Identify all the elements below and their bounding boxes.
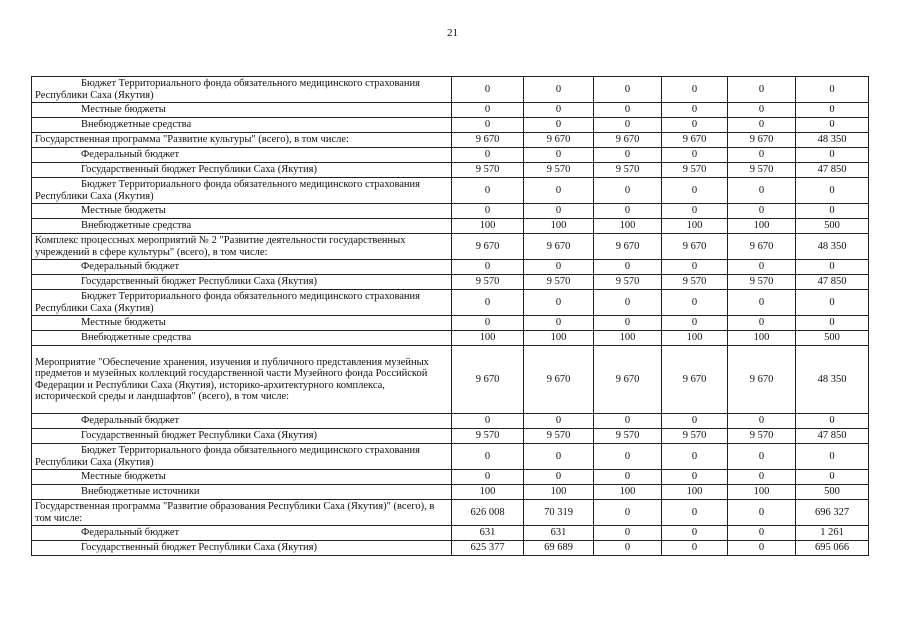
row-label: Местные бюджеты [32, 316, 452, 331]
row-value-cell: 9 670 [524, 234, 594, 260]
row-total-cell: 0 [796, 204, 869, 219]
row-value-cell: 0 [452, 118, 524, 133]
row-value-cell: 70 319 [524, 500, 594, 526]
row-value-cell: 0 [728, 470, 796, 485]
row-value-cell: 0 [662, 178, 728, 204]
table-row [32, 204, 869, 219]
row-value-cell: 100 [594, 485, 662, 500]
row-value-cell: 9 670 [594, 346, 662, 414]
row-value-cell: 0 [452, 103, 524, 118]
row-label: Бюджет Территориального фонда обязательного медицинского страхования Республики Саха (Якутия) [32, 290, 452, 316]
row-total-cell: 696 327 [796, 500, 869, 526]
row-value-cell: 9 670 [524, 133, 594, 148]
row-value-cell: 0 [662, 470, 728, 485]
row-value-cell: 9 670 [728, 346, 796, 414]
table-row [32, 316, 869, 331]
table-row [32, 470, 869, 485]
row-value-cell: 0 [728, 541, 796, 556]
row-value-cell: 9 570 [662, 275, 728, 290]
table-row [32, 331, 869, 346]
row-value-cell: 0 [452, 148, 524, 163]
row-total-cell: 48 350 [796, 234, 869, 260]
row-value-cell: 9 670 [662, 234, 728, 260]
row-value-cell: 9 570 [524, 275, 594, 290]
row-total-cell: 0 [796, 103, 869, 118]
row-value-cell: 0 [728, 118, 796, 133]
row-label: Бюджет Территориального фонда обязательного медицинского страхования Республики Саха (Якутия) [32, 77, 452, 103]
table-row [32, 219, 869, 234]
row-label: Государственный бюджет Республики Саха (Якутия) [32, 275, 452, 290]
row-value-cell: 0 [662, 118, 728, 133]
row-value-cell: 0 [662, 103, 728, 118]
row-value-cell: 100 [662, 331, 728, 346]
row-value-cell: 0 [452, 178, 524, 204]
row-value-cell: 0 [594, 414, 662, 429]
row-value-cell: 0 [594, 178, 662, 204]
row-total-cell: 500 [796, 485, 869, 500]
row-value-cell: 0 [452, 414, 524, 429]
row-value-cell: 0 [452, 444, 524, 470]
row-total-cell: 0 [796, 260, 869, 275]
table-row [32, 541, 869, 556]
row-value-cell: 100 [452, 219, 524, 234]
row-total-cell: 500 [796, 219, 869, 234]
row-value-cell: 100 [524, 219, 594, 234]
row-value-cell: 0 [662, 526, 728, 541]
row-value-cell: 9 670 [662, 346, 728, 414]
row-total-cell: 47 850 [796, 163, 869, 178]
row-label: Федеральный бюджет [32, 148, 452, 163]
row-total-cell: 695 066 [796, 541, 869, 556]
table-row [32, 429, 869, 444]
row-value-cell: 100 [728, 219, 796, 234]
row-value-cell: 0 [594, 316, 662, 331]
row-value-cell: 0 [594, 77, 662, 103]
row-value-cell: 631 [452, 526, 524, 541]
row-value-cell: 0 [728, 260, 796, 275]
row-value-cell: 9 570 [594, 429, 662, 444]
row-value-cell: 0 [594, 204, 662, 219]
row-value-cell: 0 [594, 148, 662, 163]
row-value-cell: 9 570 [728, 429, 796, 444]
row-label: Федеральный бюджет [32, 526, 452, 541]
row-value-cell: 0 [452, 77, 524, 103]
row-total-cell: 0 [796, 444, 869, 470]
row-value-cell: 0 [452, 260, 524, 275]
row-value-cell: 0 [662, 541, 728, 556]
row-value-cell: 0 [662, 260, 728, 275]
row-label: Государственная программа "Развитие образования Республики Саха (Якутия)" (всего), в том числе: [32, 500, 452, 526]
table-row [32, 526, 869, 541]
row-value-cell: 0 [524, 290, 594, 316]
row-value-cell: 100 [728, 331, 796, 346]
table-row [32, 346, 869, 414]
row-value-cell: 0 [662, 500, 728, 526]
row-value-cell: 0 [524, 414, 594, 429]
page-number: 21 [447, 27, 458, 39]
row-value-cell: 0 [452, 290, 524, 316]
row-value-cell: 0 [594, 541, 662, 556]
row-value-cell: 0 [662, 77, 728, 103]
row-value-cell: 0 [524, 148, 594, 163]
row-value-cell: 0 [728, 500, 796, 526]
row-label: Внебюджетные средства [32, 219, 452, 234]
row-total-cell: 500 [796, 331, 869, 346]
row-value-cell: 9 670 [594, 133, 662, 148]
row-value-cell: 9 670 [728, 234, 796, 260]
row-total-cell: 0 [796, 414, 869, 429]
row-value-cell: 100 [524, 485, 594, 500]
table-row [32, 444, 869, 470]
row-value-cell: 0 [452, 316, 524, 331]
row-value-cell: 69 689 [524, 541, 594, 556]
row-value-cell: 0 [728, 444, 796, 470]
row-value-cell: 100 [594, 331, 662, 346]
row-value-cell: 9 570 [662, 163, 728, 178]
row-value-cell: 9 670 [452, 133, 524, 148]
table-row [32, 290, 869, 316]
row-label: Внебюджетные источники [32, 485, 452, 500]
row-label: Бюджет Территориального фонда обязательного медицинского страхования Республики Саха (Якутия) [32, 444, 452, 470]
row-label: Бюджет Территориального фонда обязательного медицинского страхования Республики Саха (Якутия) [32, 178, 452, 204]
table-row [32, 414, 869, 429]
row-value-cell: 0 [662, 204, 728, 219]
row-total-cell: 1 261 [796, 526, 869, 541]
row-value-cell: 0 [524, 204, 594, 219]
row-value-cell: 0 [524, 178, 594, 204]
row-value-cell: 100 [524, 331, 594, 346]
row-value-cell: 9 570 [662, 429, 728, 444]
row-label: Внебюджетные средства [32, 118, 452, 133]
row-value-cell: 9 570 [594, 275, 662, 290]
table-row [32, 178, 869, 204]
row-label: Государственный бюджет Республики Саха (Якутия) [32, 429, 452, 444]
row-value-cell: 9 670 [524, 346, 594, 414]
row-label: Федеральный бюджет [32, 260, 452, 275]
row-value-cell: 0 [524, 260, 594, 275]
row-value-cell: 9 670 [594, 234, 662, 260]
table-row [32, 275, 869, 290]
row-value-cell: 100 [728, 485, 796, 500]
row-value-cell: 0 [728, 204, 796, 219]
row-label: Мероприятие "Обеспечение хранения, изучения и публичного представления музейных предметов и музейных коллекций государственной части Музейного фонда Российской Федерации и Республики Саха (Якутия), историко-архитектурного комплекса, исторической среды и ландшафтов" (всего), в том числе: [32, 346, 452, 414]
row-value-cell: 9 670 [452, 346, 524, 414]
row-total-cell: 47 850 [796, 429, 869, 444]
row-label: Внебюджетные средства [32, 331, 452, 346]
row-value-cell: 0 [594, 290, 662, 316]
row-value-cell: 0 [524, 103, 594, 118]
row-value-cell: 0 [728, 77, 796, 103]
table-row [32, 77, 869, 103]
row-value-cell: 9 570 [524, 429, 594, 444]
row-value-cell: 0 [594, 470, 662, 485]
row-value-cell: 0 [662, 316, 728, 331]
row-total-cell: 0 [796, 118, 869, 133]
row-label: Государственная программа "Развитие культуры" (всего), в том числе: [32, 133, 452, 148]
row-label: Местные бюджеты [32, 470, 452, 485]
row-total-cell: 47 850 [796, 275, 869, 290]
row-value-cell: 9 570 [452, 163, 524, 178]
row-value-cell: 0 [728, 414, 796, 429]
row-label: Местные бюджеты [32, 204, 452, 219]
row-value-cell: 0 [452, 470, 524, 485]
row-value-cell: 0 [594, 118, 662, 133]
row-value-cell: 9 570 [452, 429, 524, 444]
row-value-cell: 0 [452, 204, 524, 219]
row-value-cell: 0 [524, 470, 594, 485]
row-value-cell: 9 570 [728, 163, 796, 178]
row-value-cell: 626 008 [452, 500, 524, 526]
row-value-cell: 9 570 [594, 163, 662, 178]
row-value-cell: 9 570 [524, 163, 594, 178]
table-row [32, 118, 869, 133]
row-label: Федеральный бюджет [32, 414, 452, 429]
row-value-cell: 0 [662, 444, 728, 470]
row-value-cell: 0 [728, 316, 796, 331]
row-total-cell: 0 [796, 77, 869, 103]
row-value-cell: 0 [524, 77, 594, 103]
row-label: Комплекс процессных мероприятий № 2 "Развитие деятельности государственных учреждений в сфере культуры" (всего), в том числе: [32, 234, 452, 260]
table-row [32, 103, 869, 118]
row-value-cell: 0 [662, 290, 728, 316]
row-value-cell: 9 570 [728, 275, 796, 290]
row-label: Государственный бюджет Республики Саха (Якутия) [32, 163, 452, 178]
row-value-cell: 0 [728, 526, 796, 541]
row-total-cell: 48 350 [796, 346, 869, 414]
row-value-cell: 0 [728, 148, 796, 163]
row-value-cell: 0 [594, 260, 662, 275]
row-label: Государственный бюджет Республики Саха (Якутия) [32, 541, 452, 556]
row-value-cell: 0 [728, 178, 796, 204]
row-value-cell: 9 670 [728, 133, 796, 148]
row-total-cell: 0 [796, 148, 869, 163]
row-total-cell: 0 [796, 470, 869, 485]
table-row [32, 260, 869, 275]
row-value-cell: 0 [662, 148, 728, 163]
row-total-cell: 0 [796, 290, 869, 316]
row-value-cell: 100 [662, 485, 728, 500]
table-row [32, 500, 869, 526]
row-value-cell: 625 377 [452, 541, 524, 556]
table-row [32, 163, 869, 178]
row-label: Местные бюджеты [32, 103, 452, 118]
row-value-cell: 100 [452, 485, 524, 500]
table-row [32, 133, 869, 148]
row-value-cell: 631 [524, 526, 594, 541]
row-total-cell: 0 [796, 316, 869, 331]
row-value-cell: 9 570 [452, 275, 524, 290]
row-value-cell: 0 [594, 103, 662, 118]
row-value-cell: 0 [524, 444, 594, 470]
row-value-cell: 0 [662, 414, 728, 429]
row-value-cell: 100 [594, 219, 662, 234]
row-value-cell: 9 670 [452, 234, 524, 260]
row-value-cell: 0 [594, 444, 662, 470]
row-value-cell: 0 [524, 316, 594, 331]
row-value-cell: 0 [524, 118, 594, 133]
row-value-cell: 0 [728, 103, 796, 118]
row-value-cell: 100 [452, 331, 524, 346]
row-value-cell: 100 [662, 219, 728, 234]
row-value-cell: 0 [728, 290, 796, 316]
table-row [32, 485, 869, 500]
row-total-cell: 48 350 [796, 133, 869, 148]
table-row [32, 148, 869, 163]
budget-table [31, 76, 869, 556]
row-total-cell: 0 [796, 178, 869, 204]
table-row [32, 234, 869, 260]
row-value-cell: 0 [594, 500, 662, 526]
row-value-cell: 0 [594, 526, 662, 541]
row-value-cell: 9 670 [662, 133, 728, 148]
